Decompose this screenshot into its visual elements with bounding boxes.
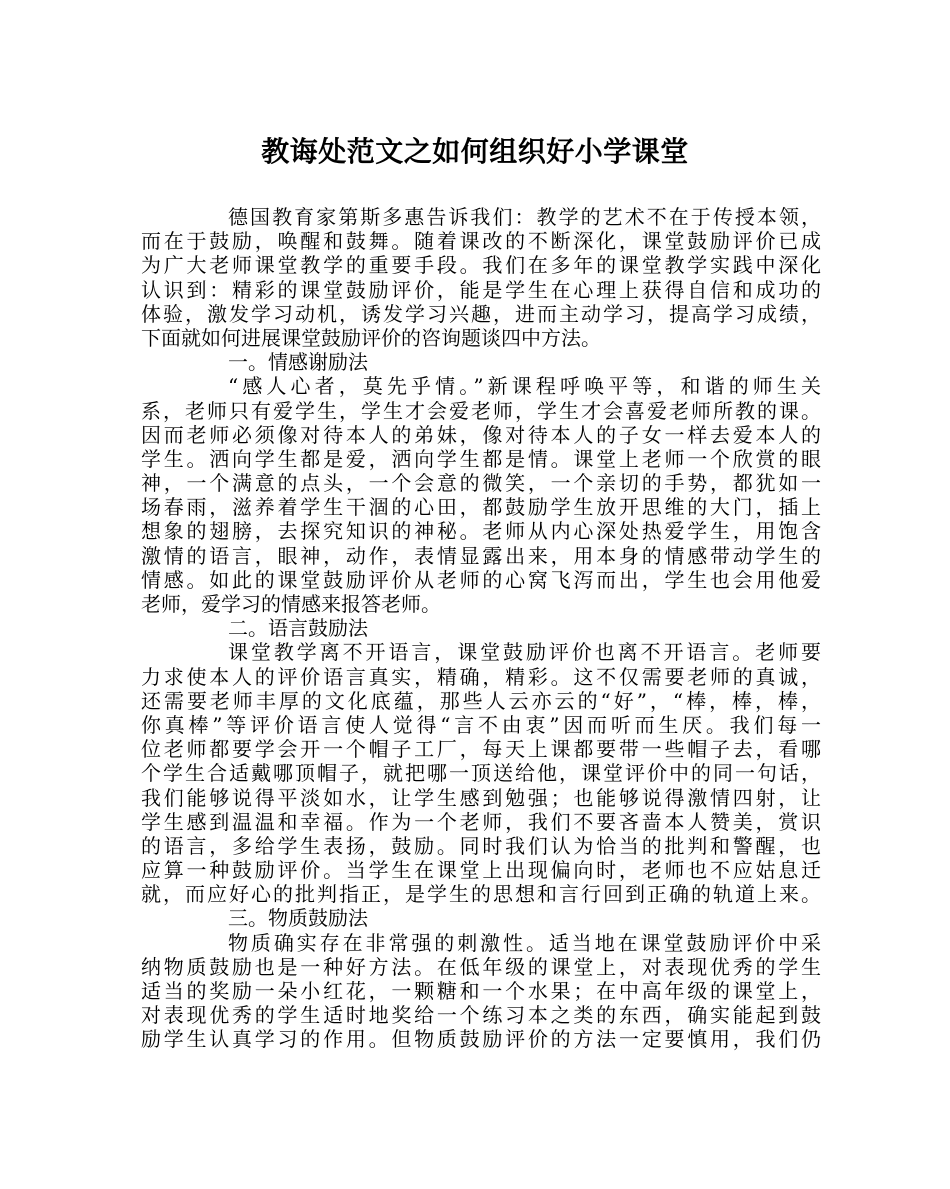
text-line: 神，一个满意的点头，一个会意的微笑，一个亲切的手势，都犹如一 xyxy=(141,471,821,496)
text-line: 二。语言鼓励法 xyxy=(228,616,368,641)
document-title: 教诲处范文之如何组织好小学课堂 xyxy=(261,135,689,168)
text-line: 因而老师必须像对待本人的弟妹，像对待本人的子女一样去爱本人的 xyxy=(141,422,821,447)
text-line: 课堂教学离不开语言，课堂鼓励评价也离不开语言。老师要 xyxy=(228,640,821,665)
text-line: 位老师都要学会开一个帽子工厂，每天上课都要带一些帽子去，看哪 xyxy=(141,737,821,762)
text-line: 而在于鼓励，唤醒和鼓舞。随着课改的不断深化，课堂鼓励评价已成 xyxy=(141,229,821,254)
text-line: 个学生合适戴哪顶帽子，就把哪一顶送给他，课堂评价中的同一句话， xyxy=(141,761,821,786)
text-line: 力求使本人的评价语言真实，精确，精彩。这不仅需要老师的真诚， xyxy=(141,664,821,689)
text-line: 还需要老师丰厚的文化底蕴，那些人云亦云的“好”，“棒，棒，棒， xyxy=(141,688,821,713)
text-line: 纳物质鼓励也是一种好方法。在低年级的课堂上，对表现优秀的学生 xyxy=(141,954,821,979)
text-line: 励学生认真学习的作用。但物质鼓励评价的方法一定要慎用，我们仍 xyxy=(141,1027,821,1052)
text-line: “感人心者，莫先乎情。”新课程呼唤平等，和谐的师生关 xyxy=(228,374,821,399)
text-line: 三。物质鼓励法 xyxy=(228,906,368,931)
document-body xyxy=(141,205,821,1052)
text-line: 就，而应好心的批判指正，是学生的思想和言行回到正确的轨道上来。 xyxy=(141,882,821,907)
text-line: 学生感到温温和幸福。作为一个老师，我们不要吝啬本人赞美，赏识 xyxy=(141,809,821,834)
text-line: 想象的翅膀，去探究知识的神秘。老师从内心深处热爱学生，用饱含 xyxy=(141,519,821,544)
text-line: 情感。如此的课堂鼓励评价从老师的心窝飞泻而出，学生也会用他爱 xyxy=(141,567,821,592)
text-line: 对表现优秀的学生适时地奖给一个练习本之类的东西，确实能起到鼓 xyxy=(141,1003,821,1028)
text-line: 体验，激发学习动机，诱发学习兴趣，进而主动学习，提高学习成绩， xyxy=(141,301,821,326)
text-line: 认识到：精彩的课堂鼓励评价，能是学生在心理上获得自信和成功的 xyxy=(141,277,821,302)
text-line: 激情的语言，眼神，动作，表情显露出来，用本身的情感带动学生的 xyxy=(141,543,821,568)
text-line: 你真棒”等评价语言使人觉得“言不由衷”因而听而生厌。我们每一 xyxy=(141,712,821,737)
text-line: 适当的奖励一朵小红花，一颗糖和一个水果；在中高年级的课堂上， xyxy=(141,979,821,1003)
text-line: 一。情感谢励法 xyxy=(228,350,368,375)
text-line: 老师，爱学习的情感来报答老师。 xyxy=(141,592,441,616)
text-line: 学生。洒向学生都是爱，洒向学生都是情。课堂上老师一个欣赏的眼 xyxy=(141,446,821,471)
text-line: 物质确实存在非常强的刺激性。适当地在课堂鼓励评价中采 xyxy=(228,930,821,955)
text-line: 场春雨，滋养着学生干涸的心田，都鼓励学生放开思维的大门，插上 xyxy=(141,495,821,520)
text-line: 德国教育家第斯多惠告诉我们：教学的艺术不在于传授本领， xyxy=(228,205,821,229)
text-line: 系，老师只有爱学生，学生才会爱老师，学生才会喜爱老师所教的课。 xyxy=(141,398,821,423)
text-line: 应算一种鼓励评价。当学生在课堂上出现偏向时，老师也不应姑息迁 xyxy=(141,858,821,883)
text-line: 我们能够说得平淡如水，让学生感到勉强；也能够说得激情四射，让 xyxy=(141,785,821,810)
text-line: 为广大老师课堂教学的重要手段。我们在多年的课堂教学实践中深化 xyxy=(141,253,821,278)
text-line: 的语言，多给学生表扬，鼓励。同时我们认为恰当的批判和警醒，也 xyxy=(141,833,821,858)
text-line: 下面就如何进展课堂鼓励评价的咨询题谈四中方法。 xyxy=(141,325,601,350)
